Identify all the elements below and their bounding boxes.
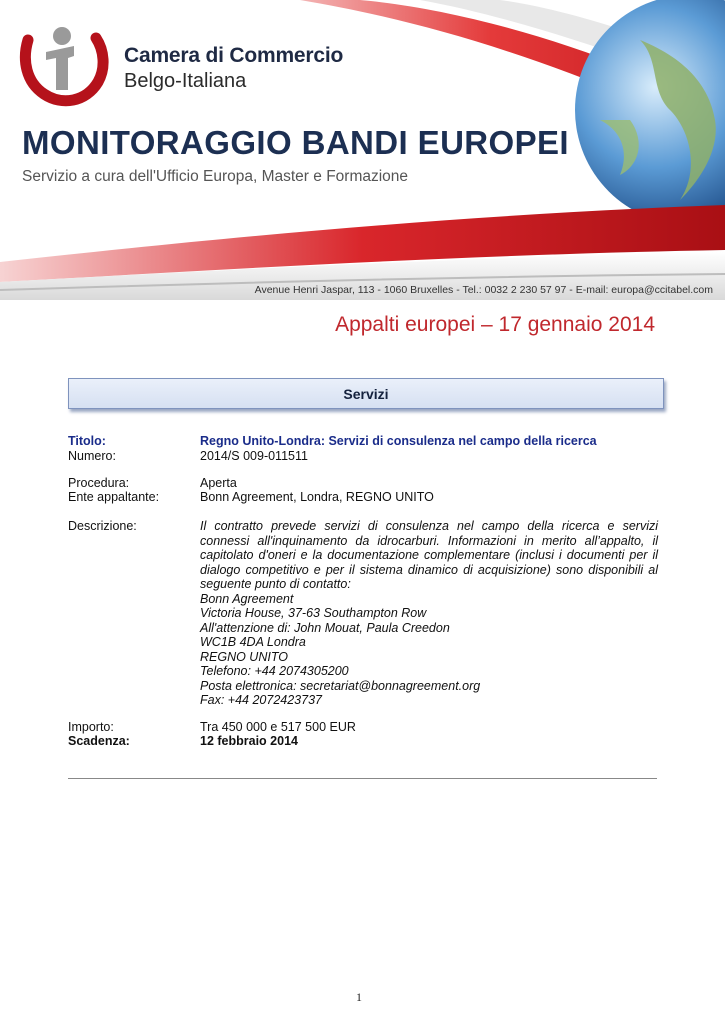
ente-label: Ente appaltante: (68, 490, 160, 504)
scadenza-label: Scadenza: (68, 734, 130, 748)
contact-line: Fax: +44 2072423737 (200, 693, 322, 707)
organization-logo (18, 16, 110, 108)
contact-line: REGNO UNITO (200, 649, 288, 664)
contact-line: Victoria House, 37-63 Southampton Row (200, 606, 427, 620)
titolo-value: Regno Unito-Londra: Servizi di consulenza nel campo della ricerca (200, 434, 597, 448)
contact-line: Bonn Agreement (200, 591, 294, 606)
divider (68, 778, 657, 779)
numero-value: 2014/S 009-011511 (200, 449, 308, 463)
scadenza-value: 12 febbraio 2014 (200, 734, 298, 748)
ente-value: Bonn Agreement, Londra, REGNO UNITO (200, 490, 434, 504)
contact-line: Telefono: +44 2074305200 (200, 664, 349, 678)
organization-name: Camera di Commercio (124, 44, 344, 67)
header-banner (0, 0, 725, 300)
page-title: Appalti europei – 17 gennaio 2014 (335, 313, 655, 336)
section-label: Servizi (343, 385, 389, 402)
section-header (68, 378, 664, 409)
titolo-label: Titolo: (68, 434, 106, 448)
numero-label: Numero: (68, 449, 116, 463)
descrizione-paragraph: Il contratto prevede servizi di consulenza nel campo della ricerca e servizi connessi all'inquinamento da idrocarburi. Informazioni in merito all’appalto, il capitolato d'oneri e la documentazione complementare (inclusi i documenti per il dialogo competitivo e per il sistema dinamico di acquisizione) sono disponibili al seguente punto di contatto: (200, 519, 658, 591)
contact-line: WC1B 4DA Londra (200, 635, 306, 649)
importo-value: Tra 450 000 e 517 500 EUR (200, 720, 356, 734)
procedura-value: Aperta (200, 476, 237, 490)
descrizione-label: Descrizione: (68, 519, 137, 533)
page-number: 1 (356, 990, 362, 1004)
procedura-label: Procedura: (68, 476, 130, 490)
contact-line: All'attenzione di: John Mouat, Paula Creedon (200, 620, 450, 635)
descrizione-value (200, 519, 658, 708)
organization-subname: Belgo-Italiana (124, 70, 247, 92)
contact-address: Avenue Henri Jaspar, 113 - 1060 Bruxelles - Tel.: 0032 2 230 57 97 - E-mail: europa@ccitabel.com (254, 284, 713, 296)
banner-title: MONITORAGGIO BANDI EUROPEI (22, 124, 569, 161)
contact-line: Posta elettronica: secretariat@bonnagreement.org (200, 678, 481, 693)
banner-subtitle: Servizio a cura dell'Ufficio Europa, Master e Formazione (22, 168, 409, 185)
importo-label: Importo: (68, 720, 114, 734)
